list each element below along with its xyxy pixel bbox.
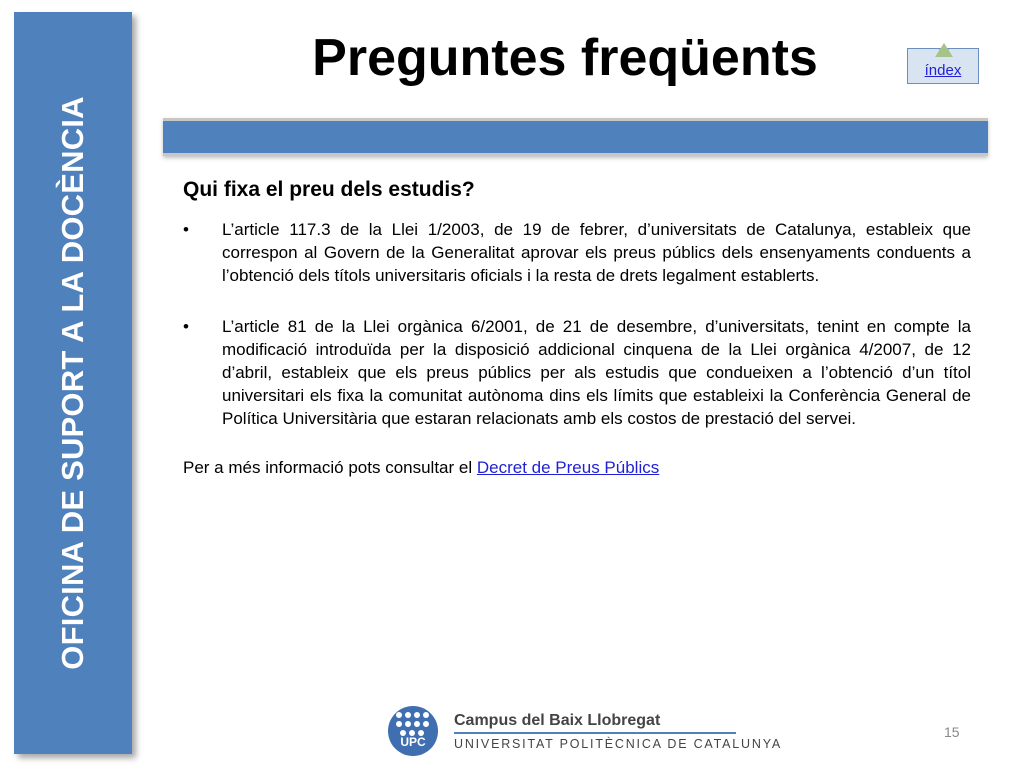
decret-preus-link[interactable]: Decret de Preus Públics: [476, 458, 660, 477]
up-arrow-icon: [935, 43, 953, 57]
upc-logo: [388, 706, 438, 756]
footer-divider: [454, 732, 736, 734]
bullet-text: L’article 81 de la Llei orgànica 6/2001, de 21 de desembre, d’universitats, tenint en compte la modificació introduïda per la disposició addicional cinquena de la Llei orgànica 4/2007, de 12 d’abril, estableix que els preus públics per als estudis que condueixen a l’obtenció d’un títol universitari els fixa la comunitat autònoma dins els límits que estableixi la Conferència General de Política Universitària que estaran relacionats amb els costos de prestació del servei.: [222, 317, 971, 428]
logo-dots-icon: [396, 712, 430, 736]
main-content: [183, 178, 971, 478]
page-title: Preguntes freqüents: [312, 29, 818, 87]
bullet-item: [183, 315, 971, 430]
more-info-text: Per a més informació pots consultar el: [183, 458, 477, 477]
bullet-item: [183, 218, 971, 287]
index-button-label: índex: [924, 62, 962, 79]
page-number: 15: [944, 724, 960, 740]
question-heading: Qui fixa el preu dels estudis?: [183, 178, 475, 201]
sidebar-panel: [14, 12, 132, 754]
logo-text: UPC: [400, 735, 426, 749]
index-button[interactable]: [907, 48, 979, 84]
bullet-symbol: •: [183, 220, 189, 239]
campus-name: Campus del Baix Llobregat: [454, 712, 661, 729]
bullet-text: L’article 117.3 de la Llei 1/2003, de 19 de febrer, d’universitats de Catalunya, estableix que correspon al Govern de la Generalitat aprovar els preus públics dels ensenyaments conduents a l’obtenció dels títols universitaris oficials i la resta de drets legalment establerts.: [222, 220, 971, 285]
sidebar-title: OFICINA DE SUPORT A LA DOCÈNCIA: [55, 96, 90, 670]
more-info: [183, 458, 971, 478]
university-name: UNIVERSITAT POLITÈCNICA DE CATALUNYA: [454, 737, 783, 751]
header-bar: [163, 118, 988, 156]
bullet-symbol: •: [183, 317, 189, 336]
